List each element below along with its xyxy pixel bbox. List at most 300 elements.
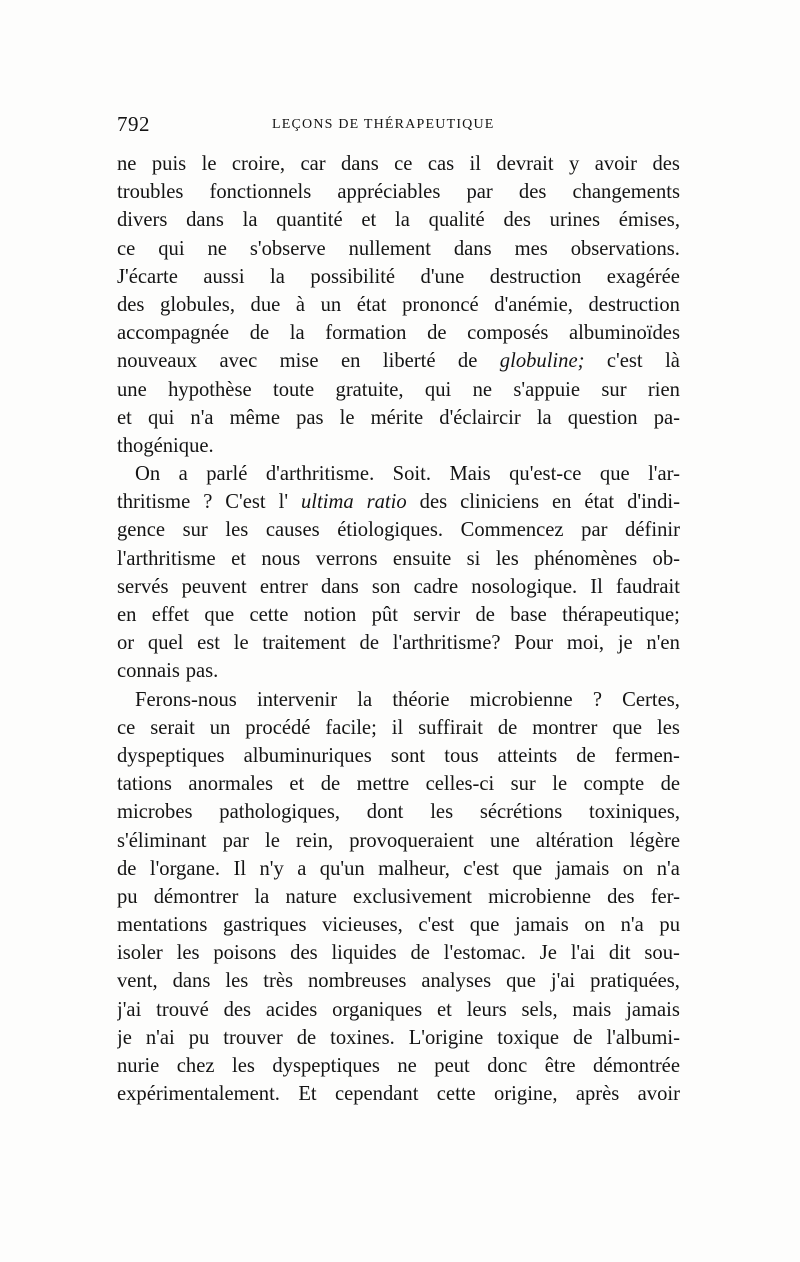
word: de <box>249 322 270 345</box>
word: état <box>584 491 615 514</box>
word: dyspeptiques <box>117 744 225 767</box>
word: urines <box>549 209 600 232</box>
word: là <box>665 350 680 373</box>
word: cadre <box>413 575 459 598</box>
word: ? <box>592 688 602 711</box>
word: connais <box>117 660 180 683</box>
word: mérite <box>370 406 424 429</box>
word: pas <box>296 406 324 429</box>
word: verrons <box>315 547 378 570</box>
word: tous <box>444 744 479 767</box>
word: microbienne <box>488 885 592 908</box>
word: nouveaux <box>117 350 198 373</box>
word: s'observe <box>249 237 326 260</box>
word: par <box>581 519 608 542</box>
word: des <box>223 998 252 1021</box>
word: faudrait <box>615 575 680 598</box>
text-line <box>117 516 680 544</box>
word: des <box>290 942 318 965</box>
word: globules, <box>160 293 235 316</box>
word: toxines. <box>330 1026 395 1049</box>
word: due <box>250 293 281 316</box>
word: C'est <box>225 491 266 514</box>
word: l'estomac. <box>443 942 526 965</box>
word: appréciables <box>337 181 441 204</box>
word: J'écarte <box>117 265 178 288</box>
word: des <box>503 209 531 232</box>
running-head <box>117 112 680 142</box>
word: peut <box>434 1055 470 1077</box>
text-line <box>117 911 680 939</box>
word: nous <box>261 547 301 570</box>
word: fermen- <box>614 744 680 767</box>
word: il <box>391 716 404 739</box>
word: je <box>117 1026 132 1049</box>
word: n'a <box>656 857 680 880</box>
word: cette <box>436 1083 476 1106</box>
word: et <box>231 547 246 570</box>
word: dyspeptiques <box>272 1055 380 1077</box>
word: gastriques <box>222 914 307 937</box>
word: j'ai <box>550 970 576 993</box>
word: isoler <box>117 942 163 965</box>
word: et <box>361 209 377 232</box>
word: et <box>289 773 305 796</box>
word: c'est <box>418 914 455 937</box>
word: quel <box>147 632 184 655</box>
word: hypothèse <box>168 378 252 401</box>
word: l'arthritisme? <box>392 632 501 655</box>
word: théorie <box>392 688 450 711</box>
word: de <box>497 716 518 739</box>
word: divers <box>117 209 168 232</box>
word: cependant <box>334 1083 419 1106</box>
text-line <box>117 545 680 573</box>
word: nurie <box>117 1055 160 1077</box>
word: croire, <box>231 153 286 175</box>
word: traitement <box>262 632 346 655</box>
word: on <box>584 914 606 937</box>
word: L'origine <box>408 1026 484 1049</box>
word: sou- <box>644 942 680 965</box>
word: d'anémie, <box>494 293 573 316</box>
word: des <box>117 293 145 316</box>
word: exagérée <box>606 265 680 288</box>
word: trouvé <box>156 998 209 1021</box>
text-line <box>117 714 680 742</box>
word: qui <box>424 378 452 401</box>
word: une <box>117 378 147 401</box>
word: effet <box>151 604 190 626</box>
word: n'y <box>259 857 284 880</box>
word: liquides <box>331 942 397 965</box>
word: phénomènes <box>534 547 638 570</box>
word: Commencez <box>460 519 564 542</box>
word: les <box>656 716 680 739</box>
text-line <box>117 657 680 685</box>
word: montrer <box>532 716 598 739</box>
word: de <box>117 857 137 880</box>
word: l'albumi- <box>606 1026 680 1049</box>
text-line <box>117 1080 680 1108</box>
word: facile; <box>325 716 377 739</box>
word: Ferons-nous <box>135 688 237 711</box>
text-line <box>117 347 680 375</box>
word: des <box>518 181 547 204</box>
word: a <box>297 857 307 880</box>
text-line <box>117 798 680 826</box>
word: pu <box>659 914 680 937</box>
word: destruction <box>588 293 680 316</box>
word: c'est <box>463 857 500 880</box>
word: Soit. <box>392 463 432 486</box>
word: s'éliminant <box>117 829 207 852</box>
word: et <box>436 998 452 1021</box>
word: dit <box>608 942 631 965</box>
word: mentations <box>117 914 208 937</box>
word: chez <box>176 1055 215 1077</box>
word: qu'est-ce <box>509 463 582 486</box>
word: servir <box>413 604 461 626</box>
word: origine, <box>494 1083 558 1106</box>
word: de <box>457 350 478 373</box>
text-line <box>117 827 680 855</box>
word: exclusivement <box>353 885 472 908</box>
word: démontrée <box>593 1055 680 1077</box>
word: d'éclaircir <box>439 406 521 429</box>
word: dans <box>172 970 211 993</box>
word: l'ai <box>570 942 595 965</box>
word: sur <box>510 773 536 796</box>
word: je <box>617 632 633 655</box>
word: que <box>506 970 536 993</box>
word: globuline; <box>499 350 585 373</box>
word: Je <box>539 942 557 965</box>
word: atteints <box>497 744 558 767</box>
text-line <box>117 996 680 1024</box>
word: très <box>263 970 293 993</box>
word: poisons <box>213 942 277 965</box>
word: or <box>117 632 135 655</box>
word: acides <box>265 998 318 1021</box>
word: n'a <box>620 914 644 937</box>
word: même <box>229 406 280 429</box>
word: jamais <box>626 998 680 1021</box>
word: démontrer <box>153 885 239 908</box>
word: ne <box>472 378 493 401</box>
word: que <box>599 463 630 486</box>
text-line <box>117 1052 680 1080</box>
text-line <box>117 855 680 883</box>
word: d'arthritisme. <box>265 463 375 486</box>
word: les <box>225 519 249 542</box>
word: Il <box>233 857 247 880</box>
word: de <box>427 322 447 345</box>
word: aussi <box>203 265 245 288</box>
word: sur <box>182 519 208 542</box>
word: ce <box>117 716 136 739</box>
word: les <box>231 1055 255 1077</box>
word: son <box>371 575 401 598</box>
word: les <box>176 942 200 965</box>
word: en <box>117 604 137 626</box>
word: compte <box>583 773 645 796</box>
word: serait <box>150 716 195 739</box>
text-line <box>117 1024 680 1052</box>
word: la <box>395 209 410 232</box>
word: les <box>225 970 249 993</box>
word: jamais <box>515 914 569 937</box>
word: observations. <box>570 237 680 260</box>
word: toxiniques, <box>589 801 680 824</box>
text-line <box>117 206 680 234</box>
word: de <box>320 773 341 796</box>
word: thérapeutique; <box>562 604 680 626</box>
word: causes <box>265 519 320 542</box>
word: et <box>117 406 132 429</box>
word: toxique <box>497 1026 560 1049</box>
word: avoir <box>594 153 638 175</box>
word: la <box>289 322 305 345</box>
word: par <box>222 829 249 852</box>
word: altération <box>535 829 614 852</box>
word: ne <box>397 1055 417 1077</box>
word: vent, <box>117 970 158 993</box>
word: dans <box>321 575 359 598</box>
word: peuvent <box>181 575 247 598</box>
word: procédé <box>245 716 311 739</box>
word: sont <box>390 744 426 767</box>
word: gratuite, <box>335 378 404 401</box>
word: anormales <box>188 773 273 796</box>
word: mais <box>572 998 612 1021</box>
word: malheur, <box>378 857 450 880</box>
word: étiologiques. <box>337 519 444 542</box>
word: jamais <box>555 857 610 880</box>
word: après <box>575 1083 620 1106</box>
word: notion <box>303 604 357 626</box>
word: quantité <box>276 209 343 232</box>
body-text <box>117 150 680 1108</box>
word: avec <box>219 350 258 373</box>
word: albuminuriques <box>243 744 372 767</box>
word: pu <box>117 885 138 908</box>
word: on <box>622 857 644 880</box>
word: microbienne <box>469 688 573 711</box>
word: s'appuie <box>513 378 581 401</box>
word: le <box>339 406 355 429</box>
word: que <box>204 604 235 626</box>
word: thogénique. <box>117 434 214 457</box>
word: trouver <box>223 1026 283 1049</box>
word: celles-ci <box>425 773 495 796</box>
word: émises, <box>618 209 680 232</box>
word: Certes, <box>622 688 680 711</box>
word: mes <box>514 237 548 260</box>
text-line <box>117 742 680 770</box>
word: intervenir <box>257 688 338 711</box>
text-line <box>117 939 680 967</box>
word: pathologiques, <box>219 801 340 824</box>
word: accompagnée <box>117 322 230 345</box>
word: le <box>233 632 249 655</box>
text-line <box>117 601 680 629</box>
word: nullement <box>348 237 431 260</box>
word: pa- <box>653 406 680 429</box>
page-number: 792 <box>117 112 150 136</box>
word: sels, <box>521 998 558 1021</box>
word: ne <box>207 237 227 260</box>
word: suffirait <box>418 716 483 739</box>
word: il <box>469 153 481 175</box>
text-line <box>117 573 680 601</box>
word: de <box>296 1026 317 1049</box>
word: entrer <box>259 575 308 598</box>
word: ce <box>394 153 413 175</box>
word: cette <box>249 604 289 626</box>
word: un <box>320 293 342 316</box>
word: liberté <box>382 350 436 373</box>
word: expérimentalement. <box>117 1083 280 1106</box>
word: par <box>466 181 493 204</box>
word: parlé <box>206 463 248 486</box>
word: nombreuses <box>307 970 407 993</box>
word: dans <box>341 153 379 175</box>
text-line <box>117 460 680 488</box>
word: cliniciens <box>460 491 539 514</box>
word: y <box>569 153 580 175</box>
word: qui <box>147 406 175 429</box>
word: c'est <box>606 350 643 373</box>
word: dont <box>366 801 404 824</box>
word: un <box>209 716 231 739</box>
word: ? <box>203 491 213 514</box>
text-line <box>117 686 680 714</box>
word: le <box>201 153 217 175</box>
word: toute <box>272 378 315 401</box>
word: microbes <box>117 801 193 824</box>
word: la <box>254 885 270 908</box>
word: les <box>430 801 454 824</box>
word: n'a <box>190 406 214 429</box>
word: des <box>607 885 635 908</box>
word: l'ar- <box>648 463 680 486</box>
word: de <box>573 1026 593 1049</box>
word: mettre <box>356 773 410 796</box>
word: fonctionnels <box>209 181 312 204</box>
word: destruction <box>489 265 582 288</box>
word: de <box>475 604 495 626</box>
word: j'ai <box>117 998 142 1021</box>
word: vicieuses, <box>322 914 403 937</box>
word: Mais <box>449 463 491 486</box>
word: ratio <box>366 491 407 514</box>
word: la <box>270 265 285 288</box>
word: d'indi- <box>627 491 680 514</box>
word: d'une <box>420 265 465 288</box>
word: de <box>410 942 430 965</box>
word: donc <box>487 1055 528 1077</box>
word: sur <box>601 378 627 401</box>
word: thritisme <box>117 491 191 514</box>
word: en <box>341 350 361 373</box>
word: base <box>510 604 547 626</box>
word: à <box>295 293 305 316</box>
word: Il <box>590 575 603 598</box>
word: pas. <box>185 660 219 683</box>
word: pratiquées, <box>590 970 680 993</box>
text-line <box>117 319 680 347</box>
word: pût <box>371 604 398 626</box>
word: des <box>652 153 680 175</box>
word: dans <box>186 209 224 232</box>
word: formation <box>325 322 407 345</box>
word: la <box>536 406 552 429</box>
word: que <box>612 716 643 739</box>
word: l'arthritisme <box>117 547 216 570</box>
word: ensuite <box>392 547 452 570</box>
word: être <box>544 1055 576 1077</box>
word: le <box>552 773 568 796</box>
text-line <box>117 235 680 263</box>
word: On <box>135 463 161 486</box>
word: mise <box>279 350 319 373</box>
text-line <box>117 376 680 404</box>
word: si <box>466 547 481 570</box>
text-line <box>117 404 680 432</box>
running-title: LEÇONS DE THÉRAPEUTIQUE <box>272 117 495 132</box>
word: ne <box>117 153 137 175</box>
word: possibilité <box>310 265 396 288</box>
word: changements <box>572 181 680 204</box>
word: devrait <box>496 153 554 175</box>
text-line <box>117 883 680 911</box>
word: tations <box>117 773 172 796</box>
word: une <box>490 829 520 852</box>
word: car <box>300 153 326 175</box>
word: état <box>356 293 387 316</box>
word: organiques <box>332 998 423 1021</box>
text-line <box>117 263 680 291</box>
word: moi, <box>566 632 605 655</box>
text-line <box>117 770 680 798</box>
word: gence <box>117 519 166 542</box>
word: analyses <box>421 970 492 993</box>
word: question <box>567 406 638 429</box>
word: n'ai <box>145 1026 175 1049</box>
word: de <box>359 632 379 655</box>
word: le <box>265 829 280 852</box>
word: ultima <box>301 491 354 514</box>
text-line <box>117 488 680 516</box>
word: nature <box>285 885 337 908</box>
word: n'en <box>646 632 680 655</box>
text-line <box>117 150 680 178</box>
word: que <box>512 857 543 880</box>
word: prononcé <box>402 293 479 316</box>
word: Pour <box>514 632 554 655</box>
word: a <box>178 463 188 486</box>
word: ce <box>117 237 136 260</box>
word: que <box>469 914 500 937</box>
word: ob- <box>652 547 680 570</box>
word: l'organe. <box>149 857 221 880</box>
word: pu <box>188 1026 210 1049</box>
word: sécrétions <box>479 801 563 824</box>
text-line <box>117 967 680 995</box>
word: qui <box>158 237 185 260</box>
word: nosologique. <box>471 575 578 598</box>
